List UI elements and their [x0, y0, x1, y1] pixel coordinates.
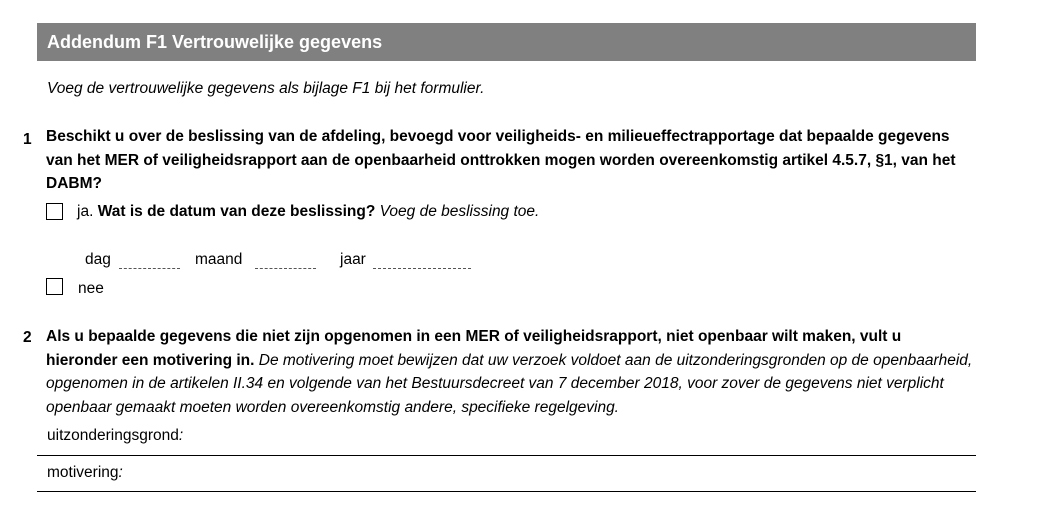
checkbox-no[interactable] [46, 278, 63, 295]
option-yes-label: ja. [77, 203, 94, 220]
exception-ground-input-line[interactable] [37, 455, 976, 456]
date-month-label: maand [195, 251, 243, 268]
checkbox-yes[interactable] [46, 203, 63, 220]
date-month-field[interactable] [255, 253, 316, 269]
decision-date-question: Wat is de datum van deze beslissing? [97, 203, 376, 220]
motivation-colon: : [118, 464, 123, 481]
date-year-field[interactable] [373, 253, 471, 269]
question-2-number: 2 [23, 329, 32, 346]
exception-ground-label-row [47, 426, 183, 446]
question-2-italic-text: De motivering moet bewijzen dat uw verzoek voldoet aan de uitzonderingsgronden op de openbaarheid, opgenomen in de artikelen II.34 en volgende van het Bestuursdecreet van 7 december 2018, voor zover de gegevens niet verplicht openbaar gemaakt moeten worden overeenkomstig andere, specifieke regelgeving. [46, 351, 973, 416]
exception-ground-colon: : [178, 427, 184, 444]
date-day-label: dag [85, 251, 111, 268]
option-no-label: nee [78, 280, 104, 297]
date-day-field[interactable] [119, 253, 180, 269]
motivation-label: motivering [47, 464, 119, 481]
question-2-bold-text: Als u bepaalde gegevens die niet zijn opgenomen in een MER of veiligheidsrapport, niet openbaar wilt maken, vult u hieronder een motivering in. [46, 328, 902, 369]
date-year-label: jaar [340, 251, 366, 268]
question-1-number: 1 [23, 131, 32, 148]
question-2-text [46, 325, 976, 419]
section-header [37, 23, 976, 61]
section-title: Addendum F1 Vertrouwelijke gegevens [47, 32, 383, 52]
exception-ground-label: uitzonderingsgrond [47, 427, 179, 444]
option-yes-row [77, 202, 539, 222]
motivation-label-row [47, 463, 123, 483]
decision-instruction: Voeg de beslissing toe. [379, 203, 540, 220]
question-1-text: Beschikt u over de beslissing van de afdeling, bevoegd voor veiligheids- en milieueffectrapportage dat bepaalde gegevens van het MER of veiligheidsrapport aan de openbaarheid onttrokken mogen worden overeenkomstig artikel 4.5.7, §1, van het DABM? [46, 128, 956, 192]
motivation-input-line[interactable] [37, 491, 976, 492]
section-intro: Voeg de vertrouwelijke gegevens als bijlage F1 bij het formulier. [47, 80, 485, 97]
